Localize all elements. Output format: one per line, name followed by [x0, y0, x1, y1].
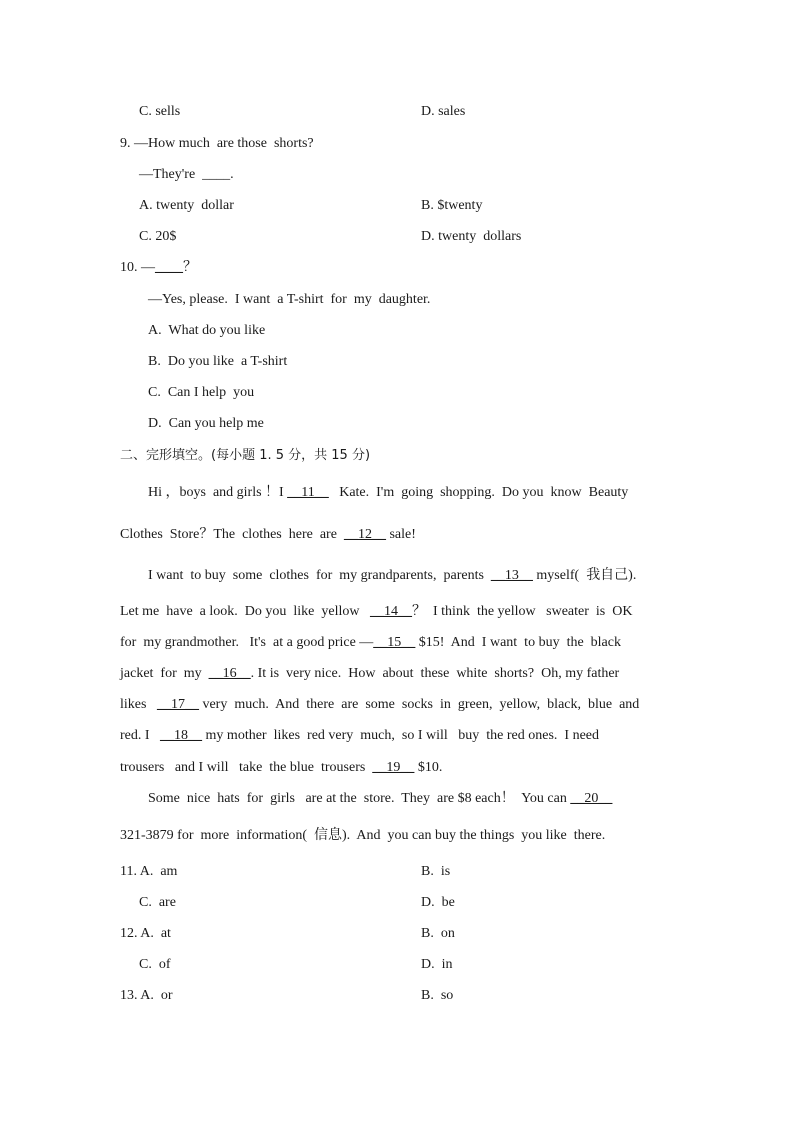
q9-option-b: B. $twenty: [421, 198, 483, 213]
section-heading: 二、完形填空。(每小题 1. 5 分，共 15 分): [120, 448, 371, 463]
q10-stem: [120, 259, 197, 277]
passage-text: $15! And I want to buy the black: [415, 635, 621, 650]
q10-option-c: C. Can I help you: [148, 385, 255, 400]
passage-text: myself( 我自己).: [532, 568, 637, 583]
passage-text: Clothes Store？The clothes here are: [120, 527, 344, 542]
q10-stem-number: 10. —: [120, 260, 155, 275]
q10-reply: —Yes, please. I want a T-shirt for my daughter.: [148, 292, 431, 307]
q11-option-a: 11. A. am: [120, 864, 178, 879]
q12-option-c: C. of: [139, 957, 171, 972]
passage-text: $10.: [414, 760, 443, 775]
q8-option-d: D. sales: [421, 104, 466, 119]
passage-text: red. I: [120, 728, 161, 743]
q11-option-c: C. are: [139, 895, 176, 910]
passage-line: [120, 759, 442, 777]
blank-12: __12__: [343, 527, 386, 542]
passage-text: very much. And there are some socks in green, yellow, black, blue and: [198, 697, 640, 712]
passage-text: my mother likes red very much, so I will buy the red ones. I need: [202, 728, 600, 743]
q12-option-b: B. on: [421, 926, 455, 941]
q10-question-mark: ？: [183, 260, 197, 275]
q9-option-d: D. twenty dollars: [421, 229, 522, 244]
passage-line: [120, 526, 416, 544]
q11-option-b: B. is: [421, 864, 451, 879]
passage-text: for my grandmother. It's at a good price —: [120, 635, 374, 650]
blank-15: __15__: [373, 635, 416, 650]
q9-answer: —They're ____.: [139, 167, 234, 182]
passage-text: . It is very nice. How about these white shorts? Oh, my father: [250, 666, 620, 681]
q11-option-d: D. be: [421, 895, 455, 910]
blank-13: __13__: [490, 568, 533, 583]
passage-line: [120, 696, 639, 714]
blank-17: __17__: [156, 697, 199, 712]
blank-18: __18__: [160, 728, 203, 743]
q13-option-b: B. so: [421, 988, 454, 1003]
passage-text: sale!: [385, 527, 416, 542]
q10-blank: ____: [155, 260, 183, 275]
q10-option-d: D. Can you help me: [148, 416, 264, 431]
q9-option-a: A. twenty dollar: [139, 198, 234, 213]
blank-20: __20__: [570, 791, 613, 806]
blank-19: __19__: [372, 760, 415, 775]
passage-text: ？ I think the yellow sweater is OK: [412, 604, 633, 619]
passage-text: I want to buy some clothes for my grandparents, parents: [148, 568, 491, 583]
q12-option-d: D. in: [421, 957, 453, 972]
passage-text: jacket for my: [120, 666, 209, 681]
q9-option-c: C. 20$: [139, 229, 177, 244]
passage-line: [148, 567, 636, 585]
passage-text: Kate. I'm going shopping. Do you know Beauty: [328, 485, 629, 500]
q12-option-a: 12. A. at: [120, 926, 171, 941]
q9-stem: 9. —How much are those shorts?: [120, 136, 314, 151]
passage-line: [148, 484, 628, 502]
q10-option-a: A. What do you like: [148, 323, 266, 338]
q13-option-a: 13. A. or: [120, 988, 173, 1003]
passage-text: Hi ，boys and girls ！I: [148, 485, 288, 500]
passage-line: [120, 727, 599, 745]
passage-text: Some nice hats for girls are at the store. They are $8 each！ You can: [148, 791, 571, 806]
q10-option-b: B. Do you like a T-shirt: [148, 354, 288, 369]
blank-14: __14__: [370, 604, 412, 619]
blank-11: __11__: [287, 485, 329, 500]
passage-line: [120, 603, 632, 621]
passage-text: Let me have a look. Do you like yellow: [120, 604, 370, 619]
passage-text: trousers and I will take the blue trousers: [120, 760, 373, 775]
passage-line: [148, 790, 612, 808]
blank-16: __16__: [208, 666, 251, 681]
passage-line: [120, 665, 619, 683]
passage-line: [120, 634, 621, 652]
passage-text: likes: [120, 697, 157, 712]
passage-line: 321-3879 for more information( 信息). And you can buy the things you like there.: [120, 828, 606, 843]
q8-option-c: C. sells: [139, 104, 181, 119]
